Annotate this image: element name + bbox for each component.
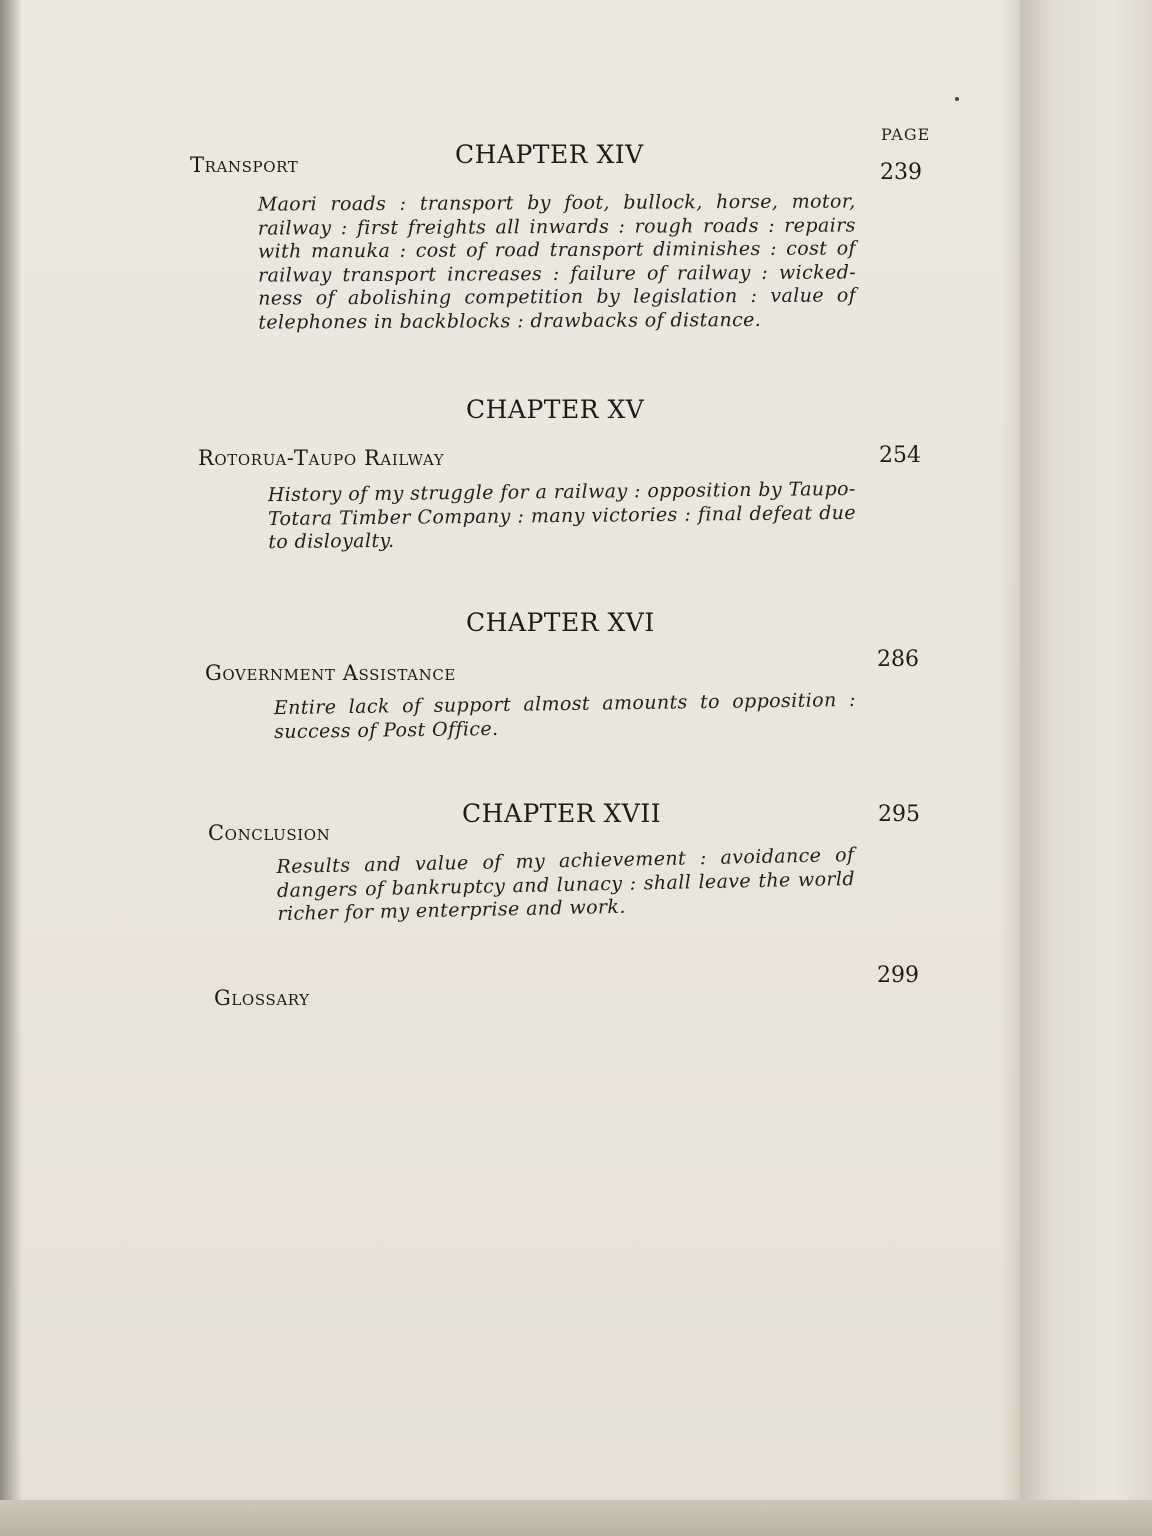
toc-entry-title[interactable]: Rotorua-Taupo Railway [198,446,445,470]
facing-page-edge [1020,0,1152,1536]
toc-page-number[interactable]: 299 [877,963,919,988]
chapter-heading: CHAPTER XVII [462,799,662,828]
toc-page-number[interactable]: 295 [878,802,920,827]
chapter-summary: Maori roads : transport by foot, bullock, horse, motor, railway : first freights all inwards : rough roads : repairs with manuka : cost of road transport diminishes : cost of railway transport increases : failure of railway : wicked- ness of abolishing competition by legislation : value of telephones in backblocks : drawbacks of distance. [257,190,857,334]
page-column-label: PAGE [881,125,931,144]
toc-page-number[interactable]: 239 [880,160,922,185]
toc-page-number[interactable]: 286 [877,647,919,672]
toc-entry-title[interactable]: Conclusion [208,821,331,845]
toc-entry-title[interactable]: Government Assistance [205,661,456,685]
chapter-heading: CHAPTER XIV [455,140,644,169]
toc-entry-title[interactable]: Glossary [214,986,310,1010]
toc-entry-title[interactable]: Transport [190,153,299,177]
chapter-summary: Results and value of my achievement : avoidance of dangers of bankruptcy and lunacy : shall leave the world richer for my enterprise and work. [276,843,856,926]
chapter-summary: History of my struggle for a railway : opposition by Taupo-Totara Timber Company : many victories : final defeat due to disloyalty. [267,477,857,554]
chapter-summary: Entire lack of support almost amounts to opposition : success of Post Office. [273,688,856,743]
bottom-edge [0,1500,1152,1536]
chapter-heading: CHAPTER XVI [466,608,655,637]
chapter-heading: CHAPTER XV [466,395,645,424]
toc-page-number[interactable]: 254 [879,443,921,468]
paper-speck [955,97,959,101]
left-edge-shadow [0,0,22,1536]
